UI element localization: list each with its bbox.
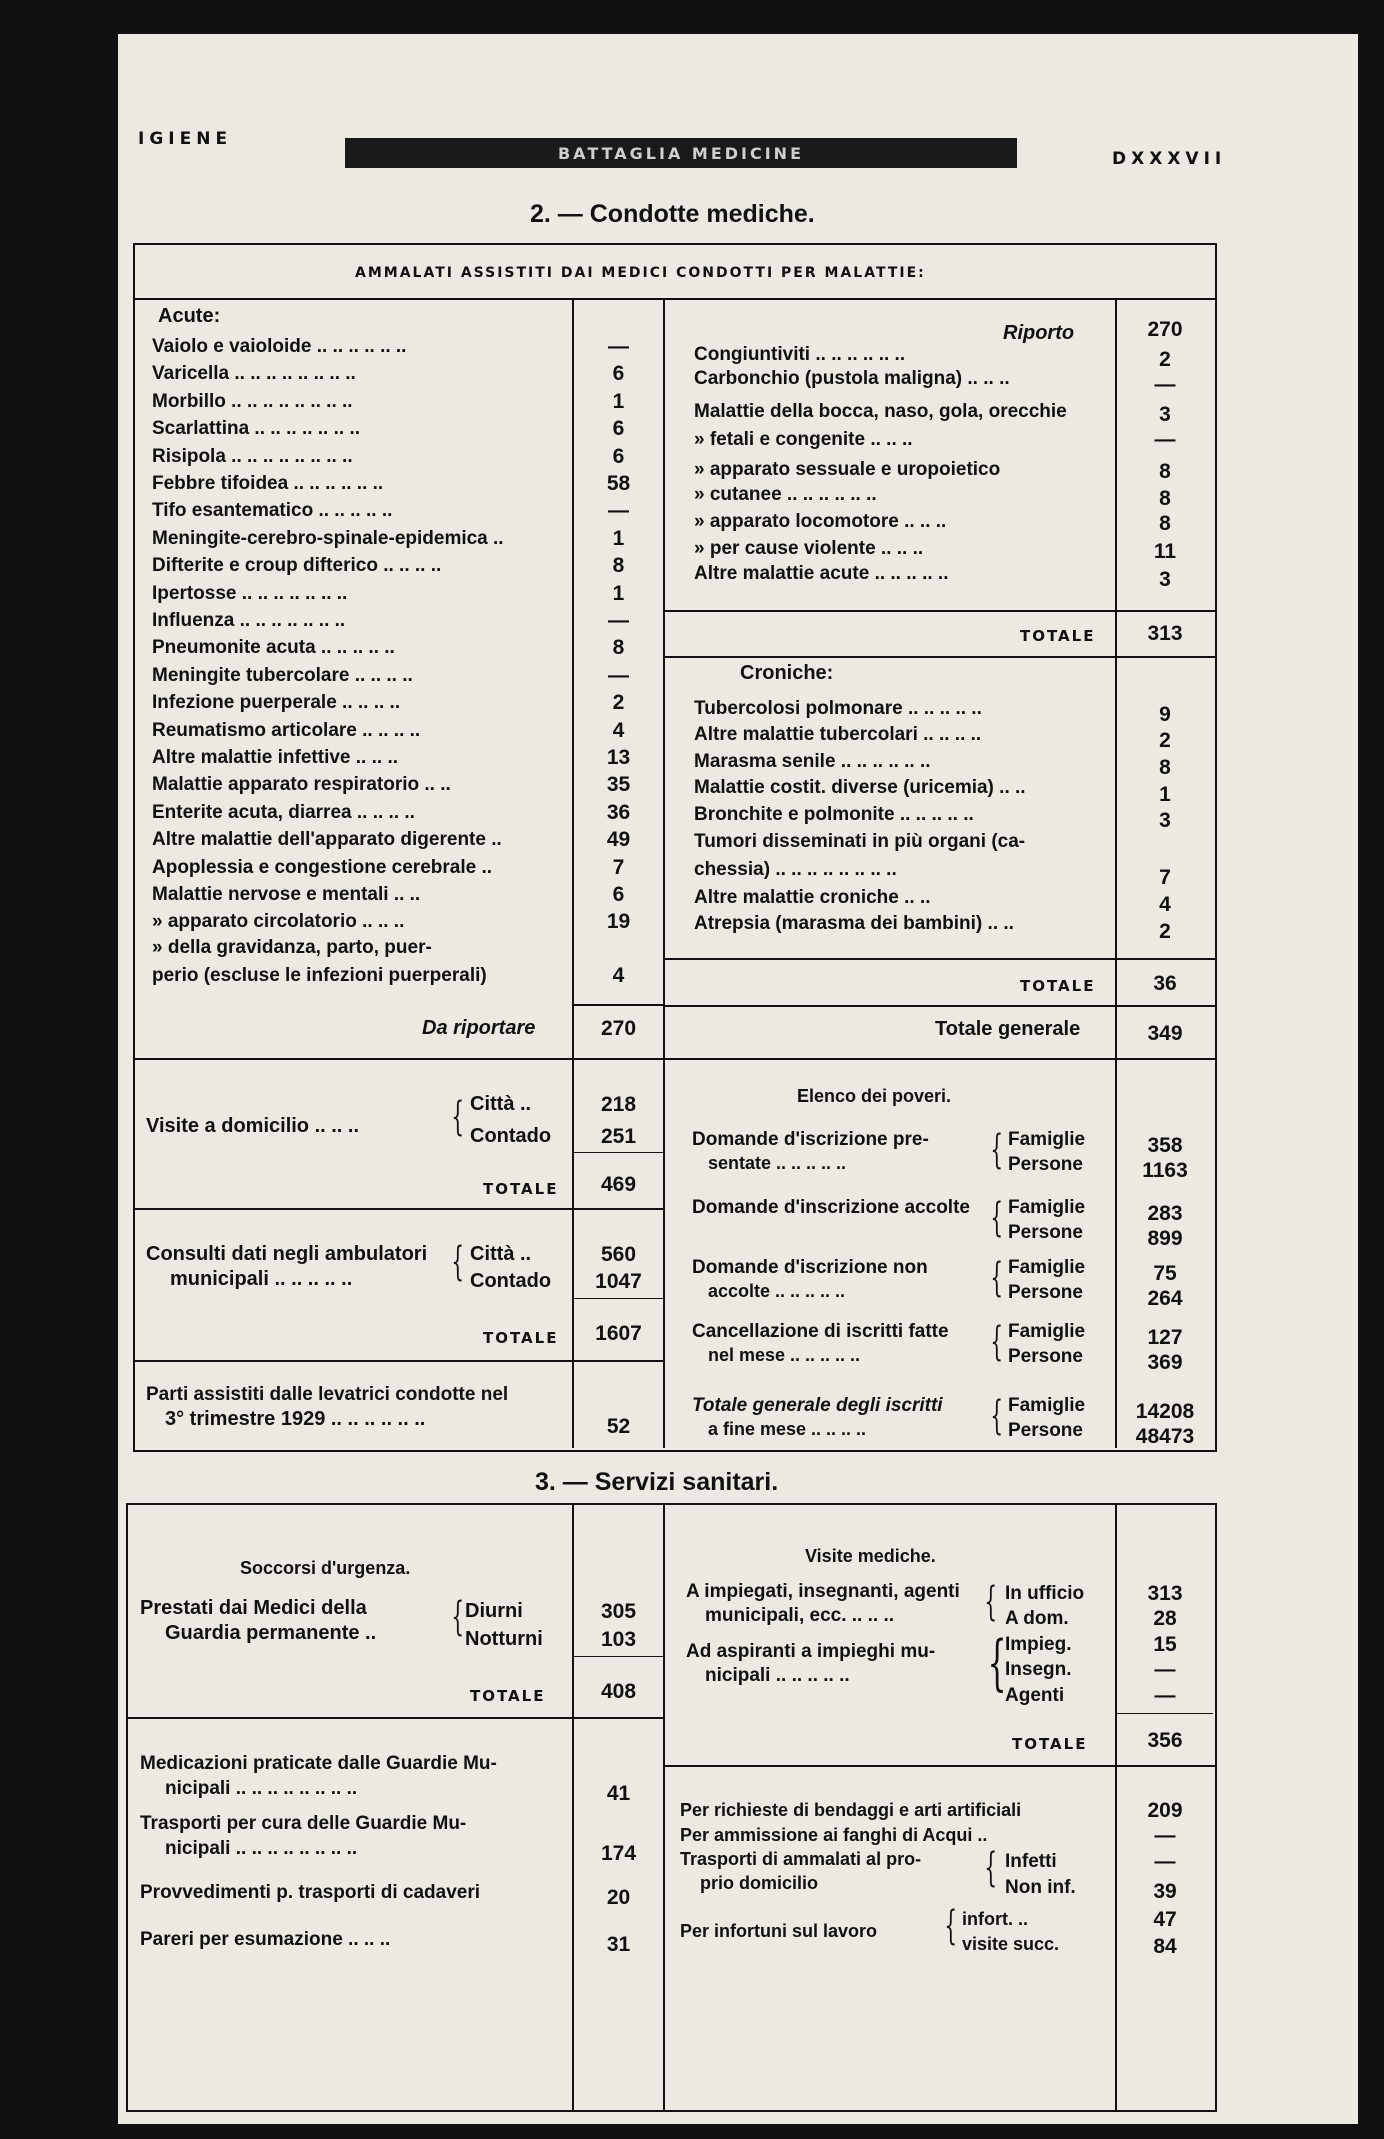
- acute-row-value: 1: [612, 389, 625, 413]
- acute-row-value: —: [608, 335, 629, 358]
- right-acute-label: Altre malattie acute .. .. .. .. ..: [694, 563, 949, 584]
- acute-row-value: 1: [612, 581, 625, 605]
- chronic-label: Atrepsia (marasma dei bambini) .. ..: [694, 913, 1014, 934]
- riporto-label: Riporto: [1003, 322, 1075, 344]
- impieg-value: 15: [1153, 1633, 1177, 1656]
- page-number: DXXXVII: [1112, 149, 1227, 169]
- infetti-value: —: [1154, 1850, 1176, 1873]
- acute-row-label: Scarlattina .. .. .. .. .. .. ..: [152, 418, 361, 440]
- persone-value: 1163: [1142, 1159, 1188, 1182]
- a-dom-value: 28: [1153, 1607, 1177, 1630]
- acute-row-value: 1: [612, 526, 625, 550]
- acute-row-value: —: [608, 609, 629, 632]
- chronic-label: Bronchite e polmonite .. .. .. .. ..: [694, 804, 974, 825]
- agenti-value: —: [1154, 1684, 1176, 1707]
- acqui-label: Per ammissione ai fanghi di Acqui ..: [680, 1825, 988, 1845]
- persone-label: Persone: [1008, 1282, 1083, 1303]
- acute-row-value: 6: [612, 362, 625, 386]
- column-rule: [663, 1058, 665, 1448]
- consulti-contado-label: Contado: [470, 1270, 552, 1292]
- totale-acute-value: 313: [1147, 622, 1183, 645]
- famiglie-label: Famiglie: [1008, 1395, 1086, 1416]
- column-rule: [572, 1503, 574, 2110]
- poveri-label-1: Totale generale degli iscritti: [692, 1395, 943, 1416]
- consulti-contado-value: 1047: [595, 1270, 642, 1293]
- infort-value: 47: [1153, 1908, 1177, 1931]
- da-riportare-value: 270: [600, 1017, 637, 1040]
- visite-succ-label: visite succ.: [962, 1934, 1060, 1954]
- acute-row-value: 6: [612, 444, 625, 468]
- acute-row-label: Difterite e croup difterico .. .. .. ..: [152, 555, 442, 577]
- right-acute-label: Malattie della bocca, naso, gola, orecchie: [694, 401, 1067, 422]
- chronic-value: 7: [1159, 866, 1171, 889]
- right-acute-label: » apparato sessuale e uropoietico: [694, 459, 1001, 480]
- chronic-value: 9: [1159, 703, 1171, 726]
- rule: [665, 958, 1215, 960]
- totale-acute-label: TOTALE: [1020, 627, 1096, 645]
- brace: {: [944, 1903, 958, 1949]
- acute-row-label: Altre malattie infettive .. .. ..: [152, 747, 399, 768]
- visite-citta-value: 218: [600, 1093, 637, 1116]
- persone-label: Persone: [1008, 1222, 1083, 1243]
- header-banner: BATTAGLIA MEDICINE: [345, 138, 1017, 168]
- trasporti-label-2: prio domicilio: [700, 1873, 819, 1893]
- chronic-label: Marasma senile .. .. .. .. .. ..: [694, 751, 931, 772]
- column-rule: [663, 1503, 665, 2110]
- a-impiegati-label-1: A impiegati, insegnanti, agenti: [686, 1581, 960, 1602]
- ad-aspiranti-label-2: nicipali .. .. .. .. ..: [705, 1665, 850, 1686]
- acute-row-value: 4: [612, 963, 625, 987]
- chronic-value: 2: [1159, 920, 1171, 943]
- acute-row-value: 2: [612, 691, 625, 715]
- chronic-value: 8: [1159, 756, 1171, 779]
- acute-row-value: 36: [606, 800, 631, 824]
- acute-row-label: perio (escluse le infezioni puerperali): [152, 964, 487, 986]
- visite-citta-label: Città ..: [470, 1093, 532, 1115]
- famiglie-value: 75: [1153, 1262, 1177, 1285]
- consulti-total-value: 1607: [595, 1322, 642, 1345]
- soccorsi-item-label-2: nicipali .. .. .. .. .. .. .. ..: [165, 1838, 358, 1859]
- parti-value: 52: [606, 1415, 631, 1438]
- right-acute-label: » cutanee .. .. .. .. .. ..: [694, 484, 877, 505]
- acute-row-value: —: [608, 499, 629, 523]
- right-acute-value: 8: [1159, 460, 1171, 483]
- section-2-title: 2. — Condotte mediche.: [530, 200, 815, 228]
- soccorsi-item-label-2: nicipali .. .. .. .. .. .. .. ..: [165, 1778, 358, 1799]
- acute-row-label: Influenza .. .. .. .. .. .. ..: [152, 610, 346, 631]
- rule: [665, 610, 1215, 612]
- right-acute-value: 3: [1159, 403, 1171, 426]
- brace: {: [451, 1594, 465, 1640]
- consulti-label-1: Consulti dati negli ambulatori: [146, 1243, 428, 1265]
- acute-row-value: 13: [606, 746, 631, 769]
- acute-row-label: Febbre tifoidea .. .. .. .. .. ..: [152, 473, 384, 494]
- infort-label: infort. ..: [962, 1909, 1028, 1929]
- persone-value: 369: [1147, 1351, 1183, 1374]
- infortuni-label: Per infortuni sul lavoro: [680, 1921, 878, 1941]
- soccorsi-item-label-1: Provvedimenti p. trasporti di cadaveri: [140, 1882, 480, 1903]
- consulti-citta-label: Città ..: [470, 1243, 532, 1265]
- acute-row-label: Altre malattie dell'apparato digerente ..: [152, 829, 502, 851]
- visite-contado-label: Contado: [470, 1125, 552, 1147]
- persone-label: Persone: [1008, 1420, 1083, 1441]
- acute-row-label: Meningite-cerebro-spinale-epidemica ..: [152, 527, 504, 549]
- persone-value: 899: [1147, 1227, 1183, 1250]
- trasporti-label-1: Trasporti di ammalati al pro-: [680, 1849, 922, 1869]
- rule: [574, 1152, 663, 1153]
- acute-row-label: Morbillo .. .. .. .. .. .. .. ..: [152, 390, 353, 412]
- visite-contado-value: 251: [600, 1125, 637, 1148]
- da-riportare-label: Da riportare: [422, 1017, 536, 1039]
- poveri-label-2: a fine mese .. .. .. ..: [708, 1419, 867, 1439]
- running-header-left: IGIENE: [138, 129, 233, 149]
- acute-row-value: 4: [612, 718, 625, 742]
- acqui-value: —: [1154, 1824, 1176, 1847]
- brace: {: [990, 1127, 1004, 1173]
- chronic-label: chessia) .. .. .. .. .. .. .. ..: [694, 859, 897, 880]
- totale-generale-label: Totale generale: [935, 1018, 1081, 1040]
- riporto-value: 270: [1147, 318, 1183, 341]
- consulti-citta-value: 560: [600, 1243, 637, 1266]
- chronic-label: Altre malattie tubercolari .. .. .. ..: [694, 724, 982, 745]
- brace: {: [990, 1393, 1004, 1439]
- acute-row-value: 8: [612, 554, 625, 578]
- visite-total-value: 469: [600, 1173, 637, 1196]
- acute-row-label: Ipertosse .. .. .. .. .. .. ..: [152, 582, 348, 604]
- famiglie-value: 283: [1147, 1202, 1183, 1225]
- right-acute-label: » per cause violente .. .. ..: [694, 538, 924, 559]
- acute-row-label: Varicella .. .. .. .. .. .. .. ..: [152, 363, 356, 385]
- rule: [133, 1360, 665, 1362]
- bendaggi-label: Per richieste di bendaggi e arti artificiali: [680, 1800, 1022, 1820]
- right-acute-value: 3: [1159, 568, 1171, 591]
- soccorsi-item-label-1: Trasporti per cura delle Guardie Mu-: [140, 1813, 467, 1834]
- chronic-value: 1: [1159, 783, 1171, 806]
- right-acute-value: —: [1154, 428, 1176, 451]
- acute-row-value: 58: [606, 472, 631, 495]
- poveri-label-2: sentate .. .. .. .. ..: [708, 1153, 847, 1173]
- in-ufficio-label: In ufficio: [1005, 1583, 1085, 1604]
- acute-row-label: Malattie nervose e mentali .. ..: [152, 884, 421, 905]
- right-acute-value: —: [1154, 373, 1176, 396]
- rule: [126, 1717, 665, 1719]
- impieg-label: Impieg.: [1005, 1634, 1072, 1655]
- acute-row-label: Apoplessia e congestione cerebrale ..: [152, 856, 493, 878]
- chronic-value: 4: [1159, 893, 1171, 916]
- soccorsi-item-value: 41: [606, 1782, 631, 1805]
- rule: [133, 1058, 1215, 1060]
- famiglie-value: 14208: [1135, 1400, 1195, 1423]
- rule: [665, 656, 1215, 658]
- notturni-value: 103: [600, 1628, 637, 1651]
- right-acute-value: 8: [1159, 487, 1171, 510]
- rule: [665, 1005, 1215, 1007]
- poveri-heading: Elenco dei poveri.: [797, 1086, 952, 1106]
- insegn-value: —: [1154, 1658, 1176, 1681]
- acute-row-label: Vaiolo e vaioloide .. .. .. .. .. ..: [152, 336, 407, 357]
- soccorsi-item-value: 174: [600, 1842, 637, 1865]
- acute-row-value: 35: [606, 773, 631, 797]
- consulti-total-label: TOTALE: [483, 1329, 559, 1347]
- parti-label-2: 3° trimestre 1929 .. .. .. .. .. ..: [165, 1408, 426, 1430]
- persone-value: 48473: [1135, 1425, 1195, 1448]
- acute-row-label: Meningite tubercolare .. .. .. ..: [152, 664, 413, 686]
- chronic-heading: Croniche:: [740, 662, 834, 684]
- soccorsi-item-label-1: Medicazioni praticate dalle Guardie Mu-: [140, 1753, 497, 1774]
- diurni-value: 305: [600, 1600, 637, 1623]
- poveri-label-1: Domande d'inscrizione accolte: [692, 1197, 970, 1218]
- noninf-label: Non inf.: [1005, 1877, 1076, 1898]
- bendaggi-value: 209: [1147, 1799, 1183, 1822]
- totale-chronic-value: 36: [1153, 972, 1177, 995]
- visite-mediche-total-value: 356: [1147, 1729, 1183, 1752]
- acute-row-label: Enterite acuta, diarrea .. .. .. ..: [152, 801, 415, 823]
- column-rule: [663, 298, 665, 1058]
- acute-row-label: Infezione puerperale .. .. .. ..: [152, 692, 401, 714]
- soccorsi-item-value: 20: [606, 1886, 631, 1909]
- a-dom-label: A dom.: [1005, 1608, 1069, 1629]
- visite-label: Visite a domicilio .. .. ..: [146, 1115, 360, 1137]
- soccorsi-item-value: 31: [606, 1933, 631, 1956]
- chronic-value: 3: [1159, 809, 1171, 832]
- totale-generale-value: 349: [1147, 1022, 1183, 1045]
- brace: {: [990, 1319, 1004, 1365]
- acute-row-label: Reumatismo articolare .. .. .. ..: [152, 719, 421, 741]
- famiglie-label: Famiglie: [1008, 1321, 1086, 1342]
- table-title: AMMALATI ASSISTITI DAI MEDICI CONDOTTI PER MALATTIE:: [355, 265, 926, 281]
- acute-row-label: Pneumonite acuta .. .. .. .. ..: [152, 637, 395, 659]
- in-ufficio-value: 313: [1147, 1582, 1183, 1605]
- poveri-label-1: Domande d'iscrizione non: [692, 1257, 928, 1278]
- ad-aspiranti-label-1: Ad aspiranti a impieghi mu-: [686, 1641, 936, 1662]
- right-acute-value: 11: [1153, 540, 1177, 563]
- brace: {: [990, 1195, 1004, 1241]
- acute-row-label: Malattie apparato respiratorio .. ..: [152, 774, 451, 796]
- acute-heading: Acute:: [158, 305, 221, 327]
- soccorsi-heading: Soccorsi d'urgenza.: [240, 1558, 411, 1578]
- brace: {: [984, 1845, 998, 1891]
- famiglie-value: 127: [1147, 1326, 1183, 1349]
- right-acute-label: » apparato locomotore .. .. ..: [694, 511, 947, 532]
- right-acute-label: Carbonchio (pustola maligna) .. .. ..: [694, 368, 1010, 389]
- a-impiegati-label-2: municipali, ecc. .. .. ..: [705, 1605, 895, 1626]
- poveri-label-2: nel mese .. .. .. .. ..: [708, 1345, 861, 1365]
- poveri-label-2: accolte .. .. .. .. ..: [708, 1281, 846, 1301]
- rule: [572, 1004, 665, 1006]
- visite-mediche-heading: Visite mediche.: [805, 1546, 936, 1566]
- insegn-label: Insegn.: [1005, 1659, 1072, 1680]
- right-acute-value: 2: [1159, 348, 1171, 371]
- right-acute-label: » fetali e congenite .. .. ..: [694, 429, 913, 450]
- acute-row-value: 6: [612, 883, 625, 906]
- persone-label: Persone: [1008, 1346, 1083, 1367]
- famiglie-label: Famiglie: [1008, 1257, 1086, 1278]
- brace: {: [990, 1255, 1004, 1301]
- chronic-label: Tumori disseminati in più organi (ca-: [694, 831, 1026, 852]
- totale-chronic-label: TOTALE: [1020, 977, 1096, 995]
- famiglie-value: 358: [1147, 1134, 1183, 1157]
- acute-row-value: 19: [606, 910, 631, 934]
- noninf-value: 39: [1153, 1880, 1177, 1903]
- chronic-label: Altre malattie croniche .. ..: [694, 887, 931, 908]
- column-rule: [1115, 1058, 1117, 1448]
- rule: [133, 1208, 665, 1210]
- section-3-title: 3. — Servizi sanitari.: [535, 1468, 779, 1496]
- poveri-label-1: Domande d'iscrizione pre-: [692, 1129, 929, 1150]
- chronic-label: Tubercolosi polmonare .. .. .. .. ..: [694, 698, 982, 719]
- acute-row-label: Risipola .. .. .. .. .. .. .. ..: [152, 445, 353, 467]
- visite-mediche-total-label: TOTALE: [1012, 1735, 1088, 1753]
- rule: [133, 298, 1215, 300]
- visite-succ-value: 84: [1153, 1935, 1177, 1958]
- infetti-label: Infetti: [1005, 1851, 1057, 1872]
- notturni-label: Notturni: [465, 1628, 543, 1650]
- diurni-label: Diurni: [465, 1600, 523, 1622]
- famiglie-label: Famiglie: [1008, 1197, 1086, 1218]
- visite-total-label: TOTALE: [483, 1180, 559, 1198]
- acute-row-value: 6: [612, 417, 625, 441]
- soccorsi-total-label: TOTALE: [470, 1687, 546, 1705]
- acute-row-value: 7: [612, 855, 625, 879]
- acute-row-value: —: [608, 663, 629, 687]
- prestati-label-1: Prestati dai Medici della: [140, 1597, 367, 1619]
- consulti-label-2: municipali .. .. .. .. ..: [170, 1268, 353, 1290]
- prestati-label-2: Guardia permanente ..: [165, 1622, 377, 1644]
- acute-row-label: » della gravidanza, parto, puer-: [152, 937, 432, 959]
- chronic-label: Malattie costit. diverse (uricemia) .. ..: [694, 777, 1026, 798]
- rule: [1117, 1713, 1213, 1714]
- persone-label: Persone: [1008, 1154, 1083, 1175]
- acute-row-label: » apparato circolatorio .. .. ..: [152, 911, 405, 933]
- rule: [574, 1298, 663, 1299]
- chronic-value: 2: [1159, 729, 1171, 752]
- acute-row-label: Tifo esantematico .. .. .. .. ..: [152, 500, 393, 522]
- parti-label-1: Parti assistiti dalle levatrici condotte nel: [146, 1384, 509, 1405]
- persone-value: 264: [1147, 1287, 1183, 1310]
- soccorsi-item-label-1: Pareri per esumazione .. .. ..: [140, 1929, 391, 1950]
- right-acute-label: Congiuntiviti .. .. .. .. .. ..: [694, 344, 906, 365]
- acute-row-value: 49: [606, 828, 631, 852]
- brace: {: [984, 1579, 998, 1625]
- brace: {: [987, 1628, 1007, 1698]
- acute-row-value: 8: [612, 636, 625, 660]
- rule: [574, 1656, 663, 1657]
- rule: [665, 1765, 1215, 1767]
- brace: {: [451, 1239, 465, 1285]
- soccorsi-total-value: 408: [600, 1680, 637, 1703]
- right-acute-value: 8: [1159, 512, 1171, 535]
- poveri-label-1: Cancellazione di iscritti fatte: [692, 1321, 949, 1342]
- agenti-label: Agenti: [1005, 1685, 1065, 1706]
- brace: {: [451, 1094, 465, 1140]
- famiglie-label: Famiglie: [1008, 1129, 1086, 1150]
